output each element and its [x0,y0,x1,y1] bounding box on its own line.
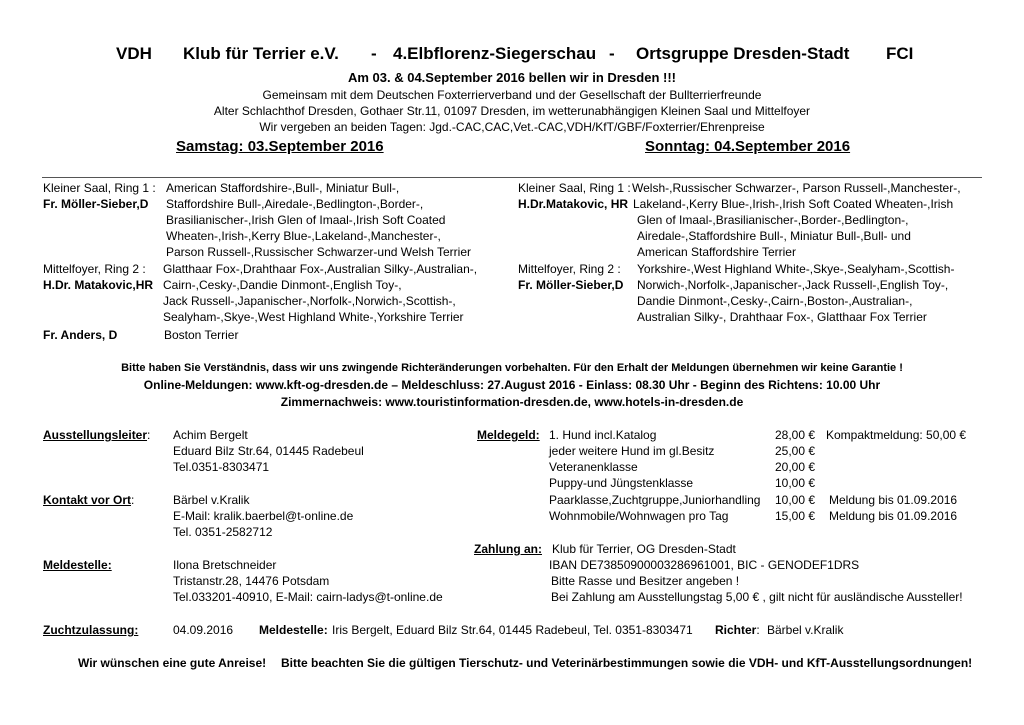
sun-breeds: Glen of Imaal-,Brasilianischer-,Border-,Bedlington-, [637,213,909,227]
subtitle: Am 03. & 04.September 2016 bellen wir in Dresden !!! [347,70,676,85]
fee-price: 10,00 € [775,476,816,490]
kontakt-email: E-Mail: kralik.baerbel@t-online.de [173,509,354,523]
saturday-heading: Samstag: 03.September 2016 [176,138,384,155]
fee-item: Puppy-und Jüngstenklasse [549,476,694,490]
header-line-2: Alter Schlachthof Dresden, Gothaer Str.11, 01097 Dresden, im wetterunabhängigen Kleinen Saal und Mittelfoyer [213,104,811,118]
sat-ring-label: Mittelfoyer, Ring 2 : [43,262,146,276]
title-vdh: VDH [116,44,152,63]
payment-iban: IBAN DE73850900003286961001, BIC - GENODEF1DRS [549,558,860,572]
sun-breeds: Norwich-,Norfolk-,Japanischer-,Jack Russell-,English Toy-, [637,278,949,292]
fee-price: 25,00 € [775,444,816,458]
fees-label: Meldegeld: [477,428,540,442]
title-group: Ortsgruppe Dresden-Stadt [636,44,850,63]
payment-recipient: Klub für Terrier, OG Dresden-Stadt [552,542,736,556]
fee-price: 28,00 € [775,428,816,442]
fee-note: Kompaktmeldung: 50,00 € [826,428,967,442]
sun-breeds: American Staffordshire Terrier [637,245,796,259]
sat-breeds: Staffordshire Bull-,Airedale-,Bedlington-,Border-, [166,197,424,211]
sat-breeds: Cairn-,Cesky-,Dandie Dinmont-,English Toy-, [163,278,402,292]
fee-price: 10,00 € [775,493,816,507]
fee-price: 20,00 € [775,460,816,474]
sat-breeds: Brasilianischer-,Irish Glen of Imaal-,Irish Soft Coated [166,213,446,227]
sun-breeds: Australian Silky-, Drahthaar Fox-, Glatthaar Fox Terrier [637,310,927,324]
richter-label: Richter [715,623,757,637]
footer-rules: Bitte beachten Sie die gültigen Tierschutz- und Veterinärbestimmungen sowie die VDH- und KfT-Ausstellungsordnungen! [281,656,973,670]
header-line-3: Wir vergeben an beiden Tagen: Jgd.-CAC,CAC,Vet.-CAC,VDH/KfT/GBF/Foxterrier/Ehrenpreise [259,120,765,134]
sat-breeds: Parson Russell-,Russischer Schwarzer-und Welsh Terrier [166,245,471,259]
leiter-colon: : [147,428,151,442]
sun-breeds: Yorkshire-,West Highland White-,Skye-,Sealyham-,Scottish- [637,262,955,276]
sat-ring-label: Kleiner Saal, Ring 1 : [43,181,156,195]
fee-item: Veteranenklasse [549,460,638,474]
sat-breeds: Boston Terrier [164,328,239,342]
leiter-label: Ausstellungsleiter [43,428,148,442]
sun-breeds: Dandie Dinmont-,Cesky-,Cairn-,Boston-,Australian-, [637,294,913,308]
sat-breeds: Wheaten-,Irish-,Kerry Blue-,Lakeland-,Manchester-, [166,229,441,243]
leiter-label-wrap [43,428,150,442]
sat-judge: Fr. Anders, D [43,328,118,342]
fee-note: Meldung bis 01.09.2016 [829,509,958,523]
sun-ring-label: Mittelfoyer, Ring 2 : [518,262,621,276]
divider [42,177,982,178]
zucht-label: Zuchtzulassung: [43,623,139,637]
meldestelle-label: Meldestelle: [43,558,112,572]
sat-breeds: Glatthaar Fox-,Drahthaar Fox-,Australian Silky-,Australian-, [163,262,478,276]
payment-surcharge: Bei Zahlung am Ausstellungstag 5,00 € , gilt nicht für ausländische Aussteller! [551,590,963,604]
zucht-date: 04.09.2016 [173,623,234,637]
title-line [0,44,1024,66]
meldestelle-name: Ilona Bretschneider [173,558,277,572]
sat-breeds: Sealyham-,Skye-,West Highland White-,Yorkshire Terrier [163,310,464,324]
meldestelle-address: Tristanstr.28, 14476 Potsdam [173,574,330,588]
fee-price: 15,00 € [775,509,816,523]
sun-breeds: Welsh-,Russischer Schwarzer-, Parson Russell-,Manchester-, [632,181,961,195]
leiter-name: Achim Bergelt [173,428,248,442]
footer-wish: Wir wünschen eine gute Anreise! [78,656,267,670]
notice-online: Online-Meldungen: www.kft-og-dresden.de – Meldeschluss: 27.August 2016 - Einlass: 08.30 Uhr - Beginn des Richtens: 10.00 Uhr [143,378,881,392]
kontakt-name: Bärbel v.Kralik [173,493,250,507]
sun-breeds: Lakeland-,Kerry Blue-,Irish-,Irish Soft Coated Wheaten-,Irish [633,197,954,211]
kontakt-label-wrap [43,493,134,507]
sat-judge: Fr. Möller-Sieber,D [43,197,149,211]
payment-note: Bitte Rasse und Besitzer angeben ! [551,574,740,588]
notice-rooms: Zimmernachweis: www.touristinformation-dresden.de, www.hotels-in-dresden.de [280,395,744,409]
leiter-phone: Tel.0351-8303471 [173,460,270,474]
kontakt-phone: Tel. 0351-2582712 [173,525,273,539]
sat-breeds: Jack Russell-,Japanischer-,Norfolk-,Norwich-,Scottish-, [163,294,456,308]
payment-label: Zahlung an: [474,542,542,556]
fee-item: Wohnmobile/Wohnwagen pro Tag [549,509,729,523]
zucht-richter [715,623,760,637]
kontakt-colon: : [131,493,135,507]
richter-colon: : [756,623,760,637]
meldestelle-contact: Tel.033201-40910, E-Mail: cairn-ladys@t-online.de [173,590,443,604]
kontakt-label: Kontakt vor Ort [43,493,132,507]
title-dash-2: - [609,44,615,63]
title-show: 4.Elbflorenz-Siegerschau [393,44,597,63]
sun-judge: Fr. Möller-Sieber,D [518,278,624,292]
fee-item: Paarklasse,Zuchtgruppe,Juniorhandling [549,493,761,507]
sunday-heading: Sonntag: 04.September 2016 [645,138,851,155]
leiter-address: Eduard Bilz Str.64, 01445 Radebeul [173,444,364,458]
zucht-melde-value: Iris Bergelt, Eduard Bilz Str.64, 01445 Radebeul, Tel. 0351-8303471 [332,623,693,637]
sun-ring-label: Kleiner Saal, Ring 1 : [518,181,631,195]
zucht-melde-label: Meldestelle: [259,623,328,637]
notice-disclaimer: Bitte haben Sie Verständnis, dass wir uns zwingende Richteränderungen vorbehalten. Für den Erhalt der Meldungen übernehmen wir keine Garantie ! [121,362,903,374]
title-dash-1: - [371,44,377,63]
title-club: Klub für Terrier e.V. [183,44,339,63]
richter-value: Bärbel v.Kralik [767,623,844,637]
fee-note: Meldung bis 01.09.2016 [829,493,958,507]
title-fci: FCI [886,44,914,63]
sun-breeds: Airedale-,Staffordshire Bull-, Miniatur Bull-,Bull- und [637,229,911,243]
fee-item: jeder weitere Hund im gl.Besitz [549,444,715,458]
fee-item: 1. Hund incl.Katalog [549,428,657,442]
sat-judge: H.Dr. Matakovic,HR [43,278,154,292]
sun-judge: H.Dr.Matakovic, HR [518,197,629,211]
sat-breeds: American Staffordshire-,Bull-, Miniatur Bull-, [166,181,400,195]
header-line-1: Gemeinsam mit dem Deutschen Foxterrierverband und der Gesellschaft der Bullterrierfreunde [262,88,762,102]
